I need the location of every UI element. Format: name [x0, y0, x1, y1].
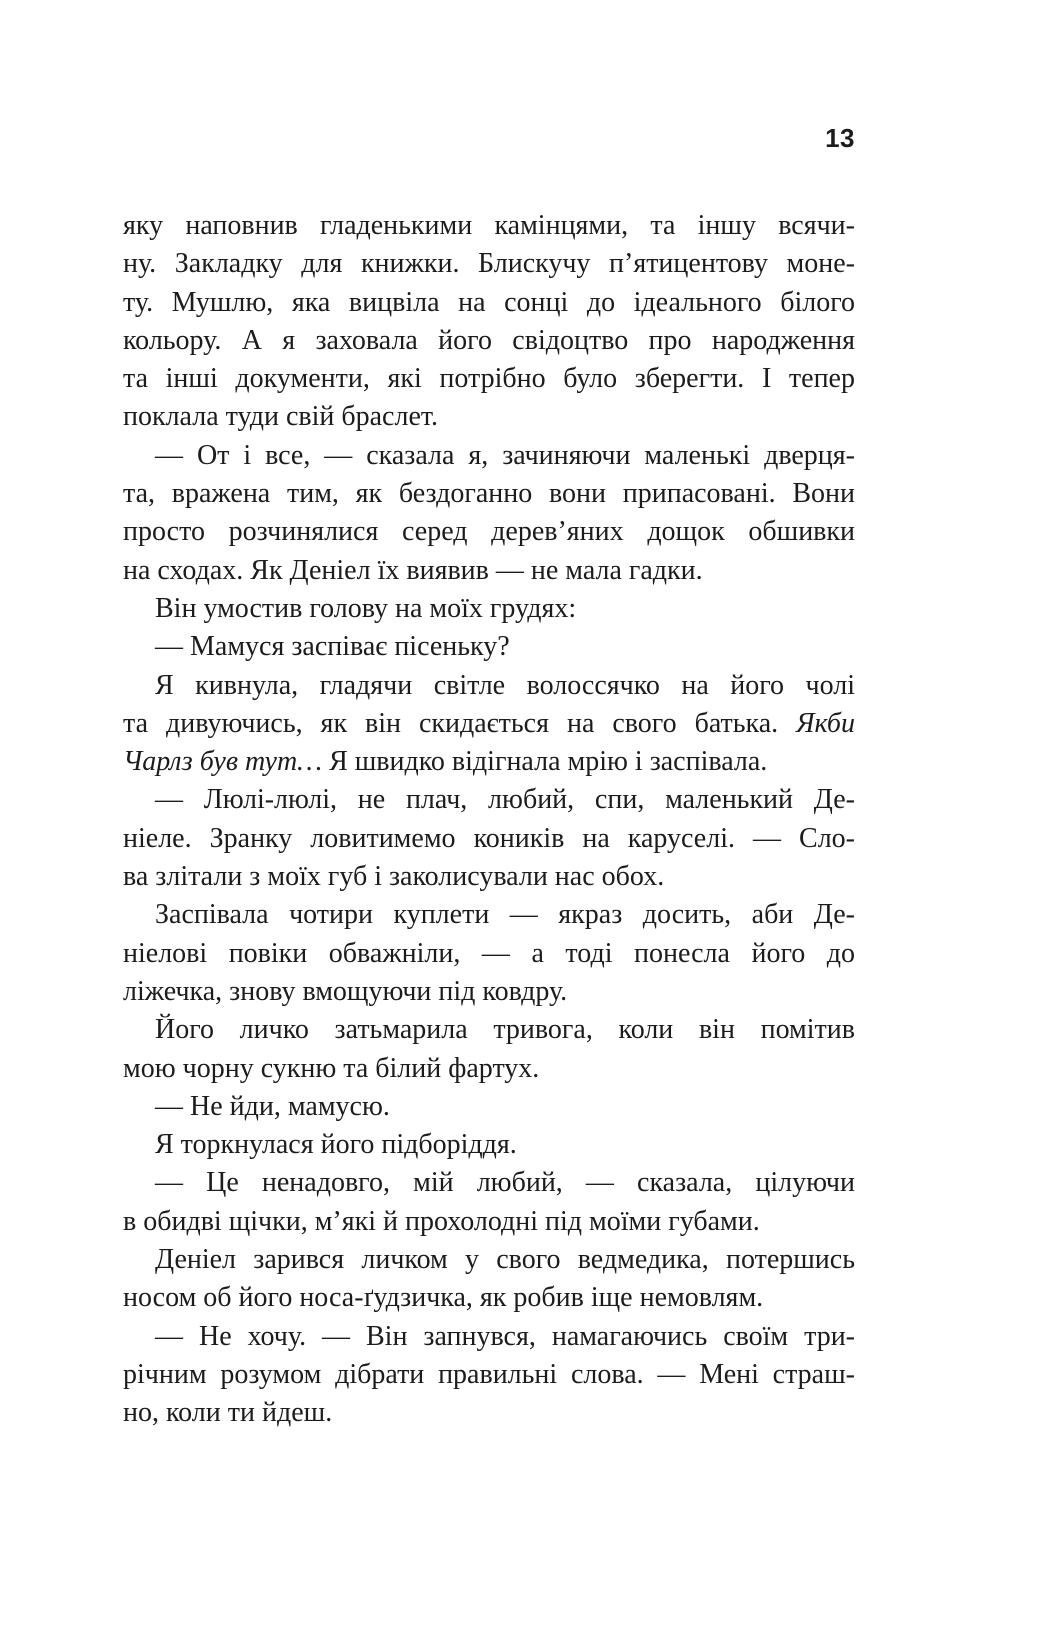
- paragraph: [123, 1011, 855, 1088]
- text-line: [123, 322, 855, 360]
- paragraph: [123, 590, 855, 628]
- paragraph: [123, 667, 855, 782]
- text-line: [123, 705, 855, 743]
- paragraph: [123, 628, 855, 666]
- text-line: [123, 973, 855, 1011]
- text-line: [123, 628, 855, 666]
- text-line: [123, 1164, 855, 1202]
- text-run: мою чорну сукню та білий фартух.: [123, 1052, 540, 1084]
- text-run: Його личко затьмарила тривога, коли він помітив: [155, 1014, 855, 1046]
- text-line: [123, 1203, 855, 1241]
- text-run: ва злітали з моїх губ і заколисували нас обох.: [123, 861, 665, 893]
- text-run: Він умостив голову на моїх грудях:: [155, 592, 577, 624]
- text-run: ніеле. Зранку ловитимемо коників на каруселі. — Сло-: [123, 822, 855, 854]
- paragraph: [123, 1241, 855, 1318]
- text-line: [123, 781, 855, 819]
- paragraph: [123, 1126, 855, 1164]
- text-line: [123, 743, 855, 781]
- text-line: [123, 590, 855, 628]
- text-line: [123, 284, 855, 322]
- text-line: [123, 513, 855, 551]
- text-block: [123, 207, 855, 1433]
- text-run: ту. Мушлю, яка вицвіла на сонці до ідеального білого: [123, 286, 855, 318]
- text-run: — От і все, — сказала я, зачиняючи маленькі дверця-: [155, 439, 855, 471]
- paragraph: [123, 1088, 855, 1126]
- paragraph: [123, 1318, 855, 1433]
- text-line: [123, 1394, 855, 1432]
- paragraph: [123, 207, 855, 437]
- text-run: просто розчинялися серед дерев’яних дощок обшивки: [123, 516, 855, 548]
- text-run: — Мамуся заспіває пісеньку?: [155, 631, 510, 663]
- text-line: [123, 667, 855, 705]
- text-run: но, коли ти йдеш.: [123, 1397, 333, 1429]
- text-run: носом об його носа-ґудзичка, як робив іще немовлям.: [123, 1282, 764, 1314]
- paragraph: [123, 1164, 855, 1241]
- text-run: та дивуючись, як він скидається на свого батька.: [123, 707, 797, 739]
- page-number: 13: [825, 123, 855, 153]
- text-run: — Це ненадовго, мій любий, — сказала, цілуючи: [155, 1167, 855, 1199]
- text-line: [123, 552, 855, 590]
- text-line: [123, 360, 855, 398]
- text-run: Деніел зарився личком у свого ведмедика, потершись: [155, 1244, 855, 1276]
- text-run: — Не хочу. — Він запнувся, намагаючись своїм три-: [155, 1320, 855, 1352]
- text-run: поклала туди свій браслет.: [123, 401, 439, 433]
- text-line: [123, 1126, 855, 1164]
- text-run: на сходах. Як Деніел їх виявив — не мала гадки.: [123, 554, 703, 586]
- text-run: та, вражена тим, як бездоганно вони припасовані. Вони: [123, 478, 855, 510]
- text-run: — Люлі-люлі, не плач, любий, спи, маленький Де-: [155, 784, 855, 816]
- text-run: кольору. А я заховала його свідоцтво про народження: [123, 324, 855, 356]
- text-line: [123, 1088, 855, 1126]
- text-run: ну. Закладку для книжки. Блискучу п’ятицентову моне-: [123, 248, 855, 280]
- text-line: [123, 1011, 855, 1049]
- paragraph: [123, 781, 855, 896]
- text-line: [123, 437, 855, 475]
- text-run: Я торкнулася його підборіддя.: [155, 1129, 517, 1161]
- text-run: Я швидко відігнала мрію і заспівала.: [322, 746, 768, 778]
- text-line: [123, 475, 855, 513]
- text-run: Заспівала чотири куплети — якраз досить, аби Де-: [155, 899, 855, 931]
- text-line: [123, 1241, 855, 1279]
- text-line: [123, 398, 855, 436]
- text-run: — Не йди, мамусю.: [155, 1090, 390, 1122]
- text-run: річним розумом дібрати правильні слова. — Мені страш-: [123, 1358, 855, 1390]
- text-run: та інші документи, які потрібно було зберегти. І тепер: [123, 363, 855, 395]
- italic-run: Якби: [796, 707, 855, 739]
- text-line: [123, 935, 855, 973]
- text-line: [123, 896, 855, 934]
- text-run: в обидві щічки, м’які й прохолодні під моїми губами.: [123, 1205, 760, 1237]
- text-line: [123, 1279, 855, 1317]
- text-run: Я кивнула, гладячи світле волоссячко на його чолі: [155, 669, 855, 701]
- italic-run: Чарлз був тут…: [123, 746, 323, 778]
- text-line: [123, 820, 855, 858]
- text-line: [123, 1356, 855, 1394]
- text-line: [123, 1050, 855, 1088]
- text-line: [123, 245, 855, 283]
- text-run: ліжечка, знову вмощуючи під ковдру.: [123, 975, 568, 1007]
- text-line: [123, 207, 855, 245]
- text-line: [123, 1318, 855, 1356]
- paragraph: [123, 437, 855, 590]
- text-line: [123, 858, 855, 896]
- text-run: яку наповнив гладенькими камінцями, та іншу всячи-: [123, 210, 855, 241]
- text-run: ніелові повіки обважніли, — а тоді понесла його до: [123, 937, 855, 969]
- paragraph: [123, 896, 855, 1011]
